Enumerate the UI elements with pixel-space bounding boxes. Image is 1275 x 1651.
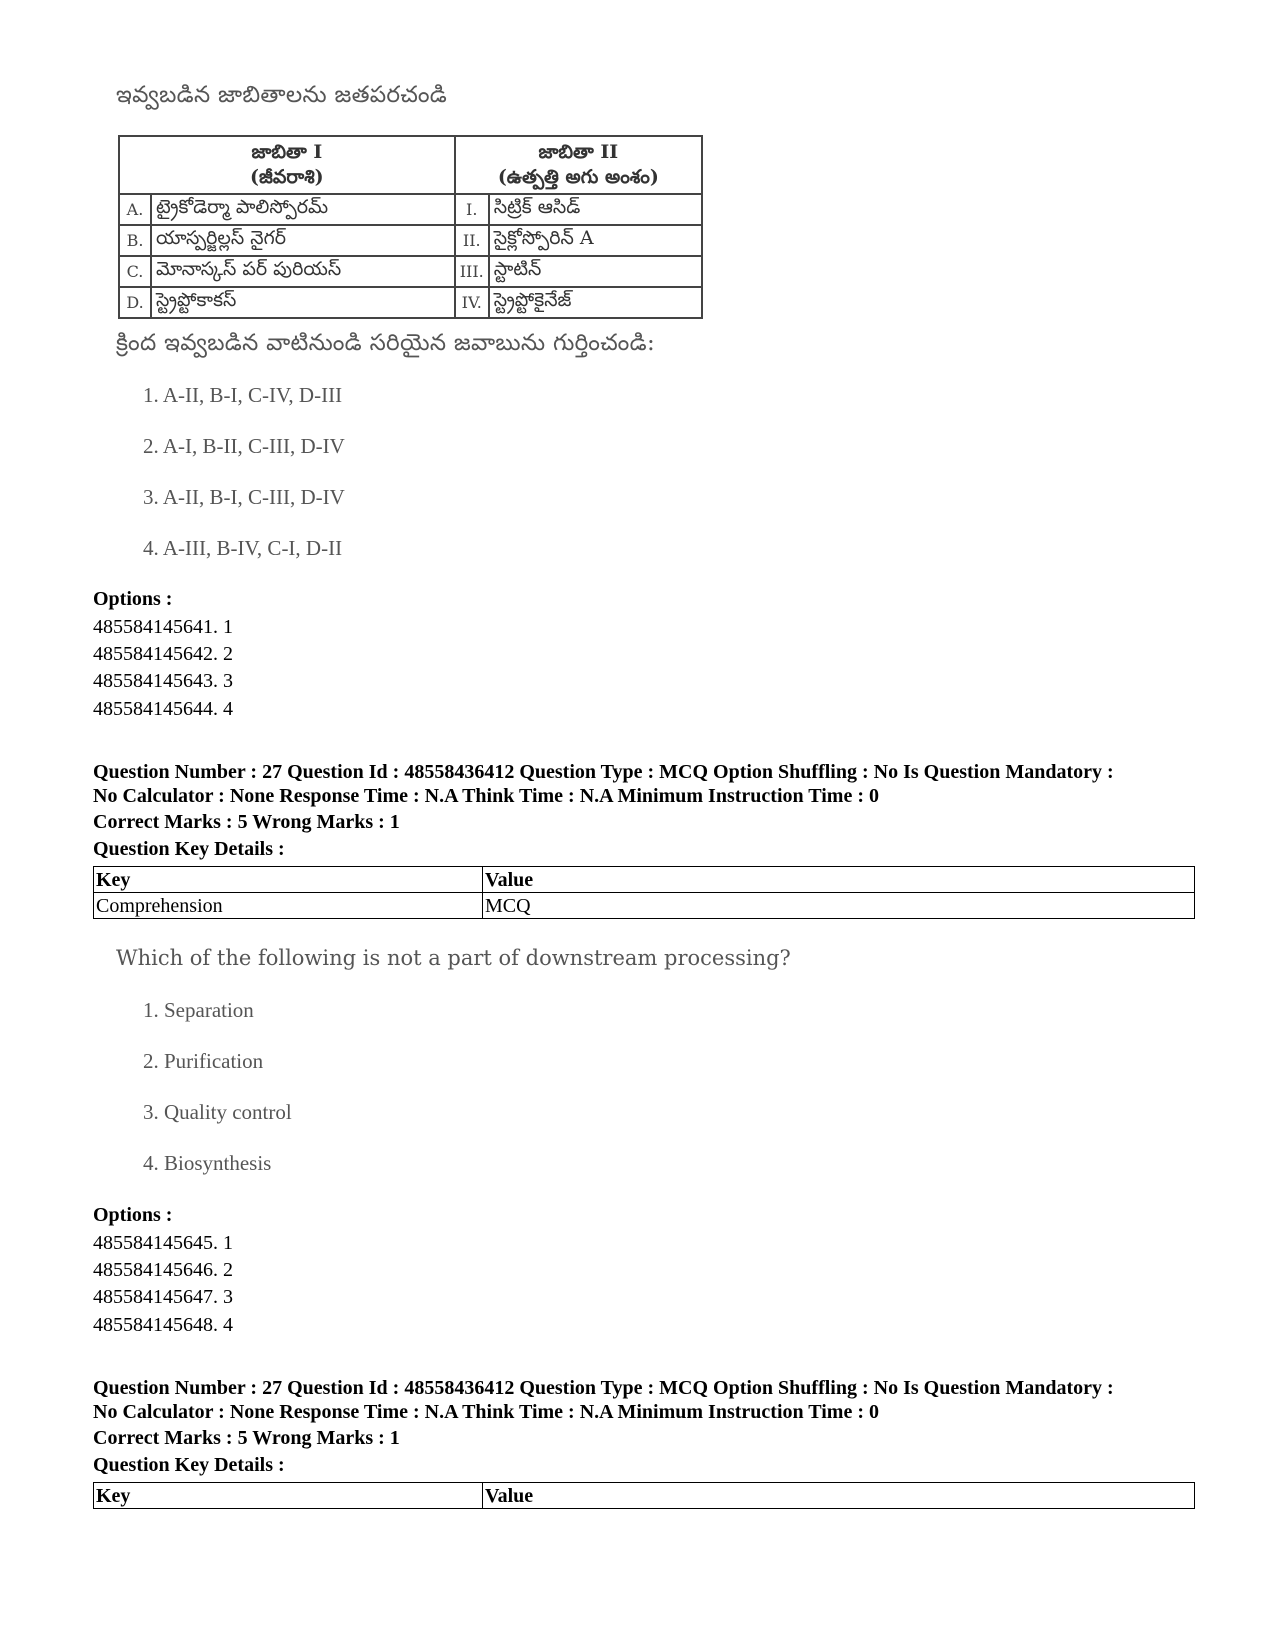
- q27-choice-4: 4. Biosynthesis: [143, 1151, 272, 1175]
- q26-options-label: Options :: [93, 588, 173, 610]
- key-table-header: [94, 1483, 1195, 1509]
- row-value: స్టాటిన్: [489, 256, 702, 287]
- list-1-header: [119, 136, 455, 194]
- q27-option-3: 485584145647. 3: [93, 1286, 233, 1308]
- q27-question: Which of the following is not a part of downstream processing?: [116, 946, 791, 970]
- q28-meta-line-2: No Calculator : None Response Time : N.A Think Time : N.A Minimum Instruction Time : 0: [93, 1401, 879, 1423]
- key-table-header: [94, 867, 1195, 893]
- q27-key-details-table: [93, 866, 1195, 919]
- match-table-header: [119, 136, 702, 194]
- row-value: సైక్లోస్పోరిన్ A: [489, 225, 702, 256]
- q26-option-4: 485584145644. 4: [93, 698, 233, 720]
- q26-choice-1: 1. A-II, B-I, C-IV, D-III: [143, 383, 343, 407]
- key-header: Key: [94, 867, 483, 893]
- q26-choice-4: 4. A-III, B-IV, C-I, D-II: [143, 536, 343, 560]
- row-letter: C.: [119, 256, 151, 287]
- match-table-row: [119, 256, 702, 287]
- row-value: సిట్రిక్ ఆసిడ్: [489, 194, 702, 225]
- q27-key-details-label: Question Key Details :: [93, 838, 285, 860]
- match-table-row: [119, 287, 702, 318]
- q27-meta-line-1: Question Number : 27 Question Id : 48558436412 Question Type : MCQ Option Shuffling : No Is Question Mandatory :: [93, 761, 1114, 783]
- q27-option-4: 485584145648. 4: [93, 1314, 233, 1336]
- list-2-subtitle: (ఉత్పత్తి అగు అంశం): [497, 166, 659, 188]
- row-roman: II.: [455, 225, 489, 256]
- q27-marks: Correct Marks : 5 Wrong Marks : 1: [93, 811, 400, 833]
- key-header: Key: [94, 1483, 483, 1509]
- match-table: [118, 135, 703, 319]
- q26-option-3: 485584145643. 3: [93, 670, 233, 692]
- q27-choice-1: 1. Separation: [143, 998, 254, 1022]
- q27-meta-line-2: No Calculator : None Response Time : N.A Think Time : N.A Minimum Instruction Time : 0: [93, 785, 879, 807]
- key-cell: Comprehension: [94, 893, 483, 919]
- row-value: స్ట్రెప్టోకైనేజ్: [489, 287, 702, 318]
- q26-prompt: క్రింద ఇవ్వబడిన వాటినుండి సరియైన జవాబును గుర్తించండి:: [116, 330, 656, 356]
- value-header: Value: [483, 867, 1195, 893]
- q27-option-1: 485584145645. 1: [93, 1232, 233, 1254]
- q26-option-1: 485584145641. 1: [93, 616, 233, 638]
- q27-choice-3: 3. Quality control: [143, 1100, 292, 1124]
- row-roman: I.: [455, 194, 489, 225]
- list-1-subtitle: (జీవరాశి): [250, 166, 324, 188]
- q27-options-label: Options :: [93, 1204, 173, 1226]
- row-letter: A.: [119, 194, 151, 225]
- list-2-title: జాబితా II: [538, 141, 619, 163]
- row-item: యాస్పర్జిల్లస్ నైగర్: [151, 225, 455, 256]
- row-item: స్ట్రెప్టోకాకస్: [151, 287, 455, 318]
- q28-marks: Correct Marks : 5 Wrong Marks : 1: [93, 1427, 400, 1449]
- row-letter: D.: [119, 287, 151, 318]
- list-2-header: [455, 136, 702, 194]
- q28-key-details-table: [93, 1482, 1195, 1509]
- q26-option-2: 485584145642. 2: [93, 643, 233, 665]
- q27-choice-2: 2. Purification: [143, 1049, 264, 1073]
- q26-choice-3: 3. A-II, B-I, C-III, D-IV: [143, 485, 345, 509]
- value-header: Value: [483, 1483, 1195, 1509]
- match-table-row: [119, 194, 702, 225]
- match-table-row: [119, 225, 702, 256]
- key-table-row: [94, 893, 1195, 919]
- q28-meta-line-1: Question Number : 27 Question Id : 48558436412 Question Type : MCQ Option Shuffling : No Is Question Mandatory :: [93, 1377, 1114, 1399]
- q27-meta: [93, 760, 1203, 808]
- row-item: ట్రైకోడెర్మా పాలిస్పోరమ్: [151, 194, 455, 225]
- list-1-title: జాబితా I: [251, 141, 323, 163]
- row-item: మోనాస్కస్ పర్ పురియస్: [151, 256, 455, 287]
- q28-key-details-label: Question Key Details :: [93, 1454, 285, 1476]
- q26-choice-2: 2. A-I, B-II, C-III, D-IV: [143, 434, 345, 458]
- row-letter: B.: [119, 225, 151, 256]
- row-roman: III.: [455, 256, 489, 287]
- q27-option-2: 485584145646. 2: [93, 1259, 233, 1281]
- value-cell: MCQ: [483, 893, 1195, 919]
- q26-instruction: ఇవ్వబడిన జాబితాలను జతపరచండి: [116, 82, 448, 108]
- row-roman: IV.: [455, 287, 489, 318]
- q28-meta: [93, 1376, 1203, 1424]
